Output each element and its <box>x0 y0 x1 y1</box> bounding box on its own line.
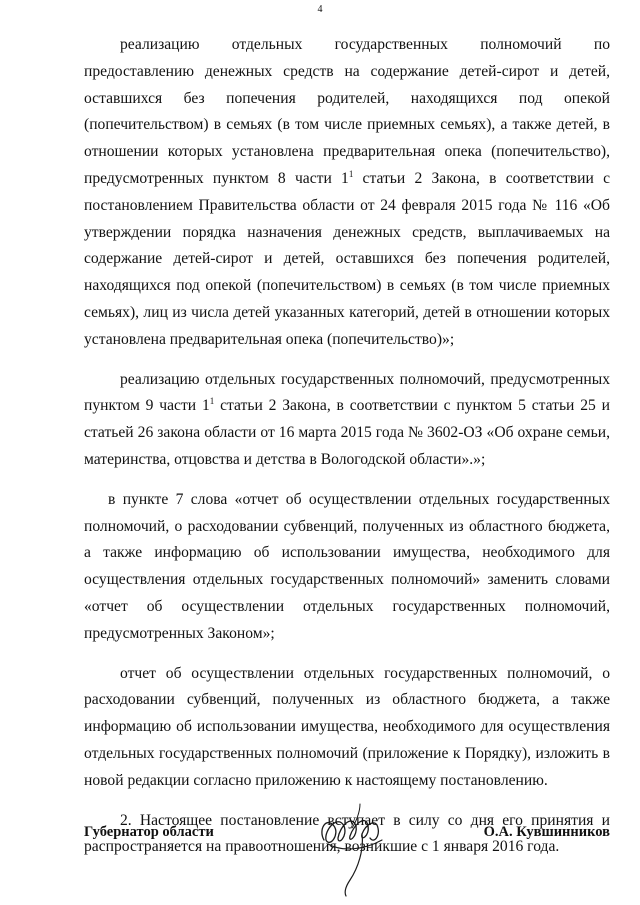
superscript-index: 1 <box>348 168 354 179</box>
paragraph-effective-date: 2. Настоящее постановление вступает в силу со дня его принятия и распространяется на правоотношения, возникшие с 1 января 2016 года. <box>84 811 610 856</box>
signatory-name: О.А. Кувшинников <box>483 824 610 840</box>
paragraph-text: статьи 2 Закона, в соответствии с пунктом 5 статьи 25 и статьей 26 закона области от 16 марта 2015 года № 3602-ОЗ «Об охране семьи, материнства, отцовства и детства в Вологодской области».»; <box>84 397 610 468</box>
signatory-title: Губернатор области <box>84 824 214 840</box>
paragraph-payments-orphans <box>84 32 610 354</box>
paragraph-family-protection <box>84 367 610 474</box>
paragraph-text: реализацию отдельных государственных полномочий по предоставлению денежных средств на содержание детей-сирот и детей, оставшихся без попечения родителей, находящихся под опекой (попечительством) в семьях (в том числе приемных семьях), а также детей, в отношении которых установлена предварительная опека (попечительство), предусмотренных пунктом 8 части 1 <box>84 36 610 187</box>
page-number: 4 <box>317 4 323 15</box>
paragraph-report-new-edition: отчет об осуществлении отдельных государственных полномочий, о расходовании субвенций, полученных из областного бюджета, а также информацию об использовании имущества, необходимого для осуществления отдельных государственных полномочий (приложение к Порядку), изложить в новой редакции согласно приложению к настоящему постановлению. <box>84 664 610 789</box>
paragraph-point-7-amendment: в пункте 7 слова «отчет об осуществлении отдельных государственных полномочий, о расходовании субвенций, полученных из областного бюджета, а также информацию об использовании имущества, необходимого для осуществления отдельных государственных полномочий» заменить словами «отчет об осуществлении отдельных государственных полномочий, предусмотренных Законом»; <box>84 490 610 642</box>
signature-block <box>84 800 610 900</box>
handwritten-signature <box>316 800 394 898</box>
document-body <box>84 32 610 861</box>
superscript-index: 1 <box>209 396 215 407</box>
paragraph-text: реализацию отдельных государственных полномочий, предусмотренных пунктом 9 части 1 <box>84 370 610 415</box>
paragraph-text: статьи 2 Закона, в соответствии с постановлением Правительства области от 24 февраля 2015 года № 116 «Об утверждении порядка назначения денежных средств, выплачиваемых на содержание детей-сирот и детей, оставшихся без попечения родителей, находящихся под опекой (попечительством) в семьях (в том числе приемных семьях), лиц из числа детей указанных категорий, детей в отношении которых установлена предварительная опека (попечительство)»; <box>84 169 611 348</box>
